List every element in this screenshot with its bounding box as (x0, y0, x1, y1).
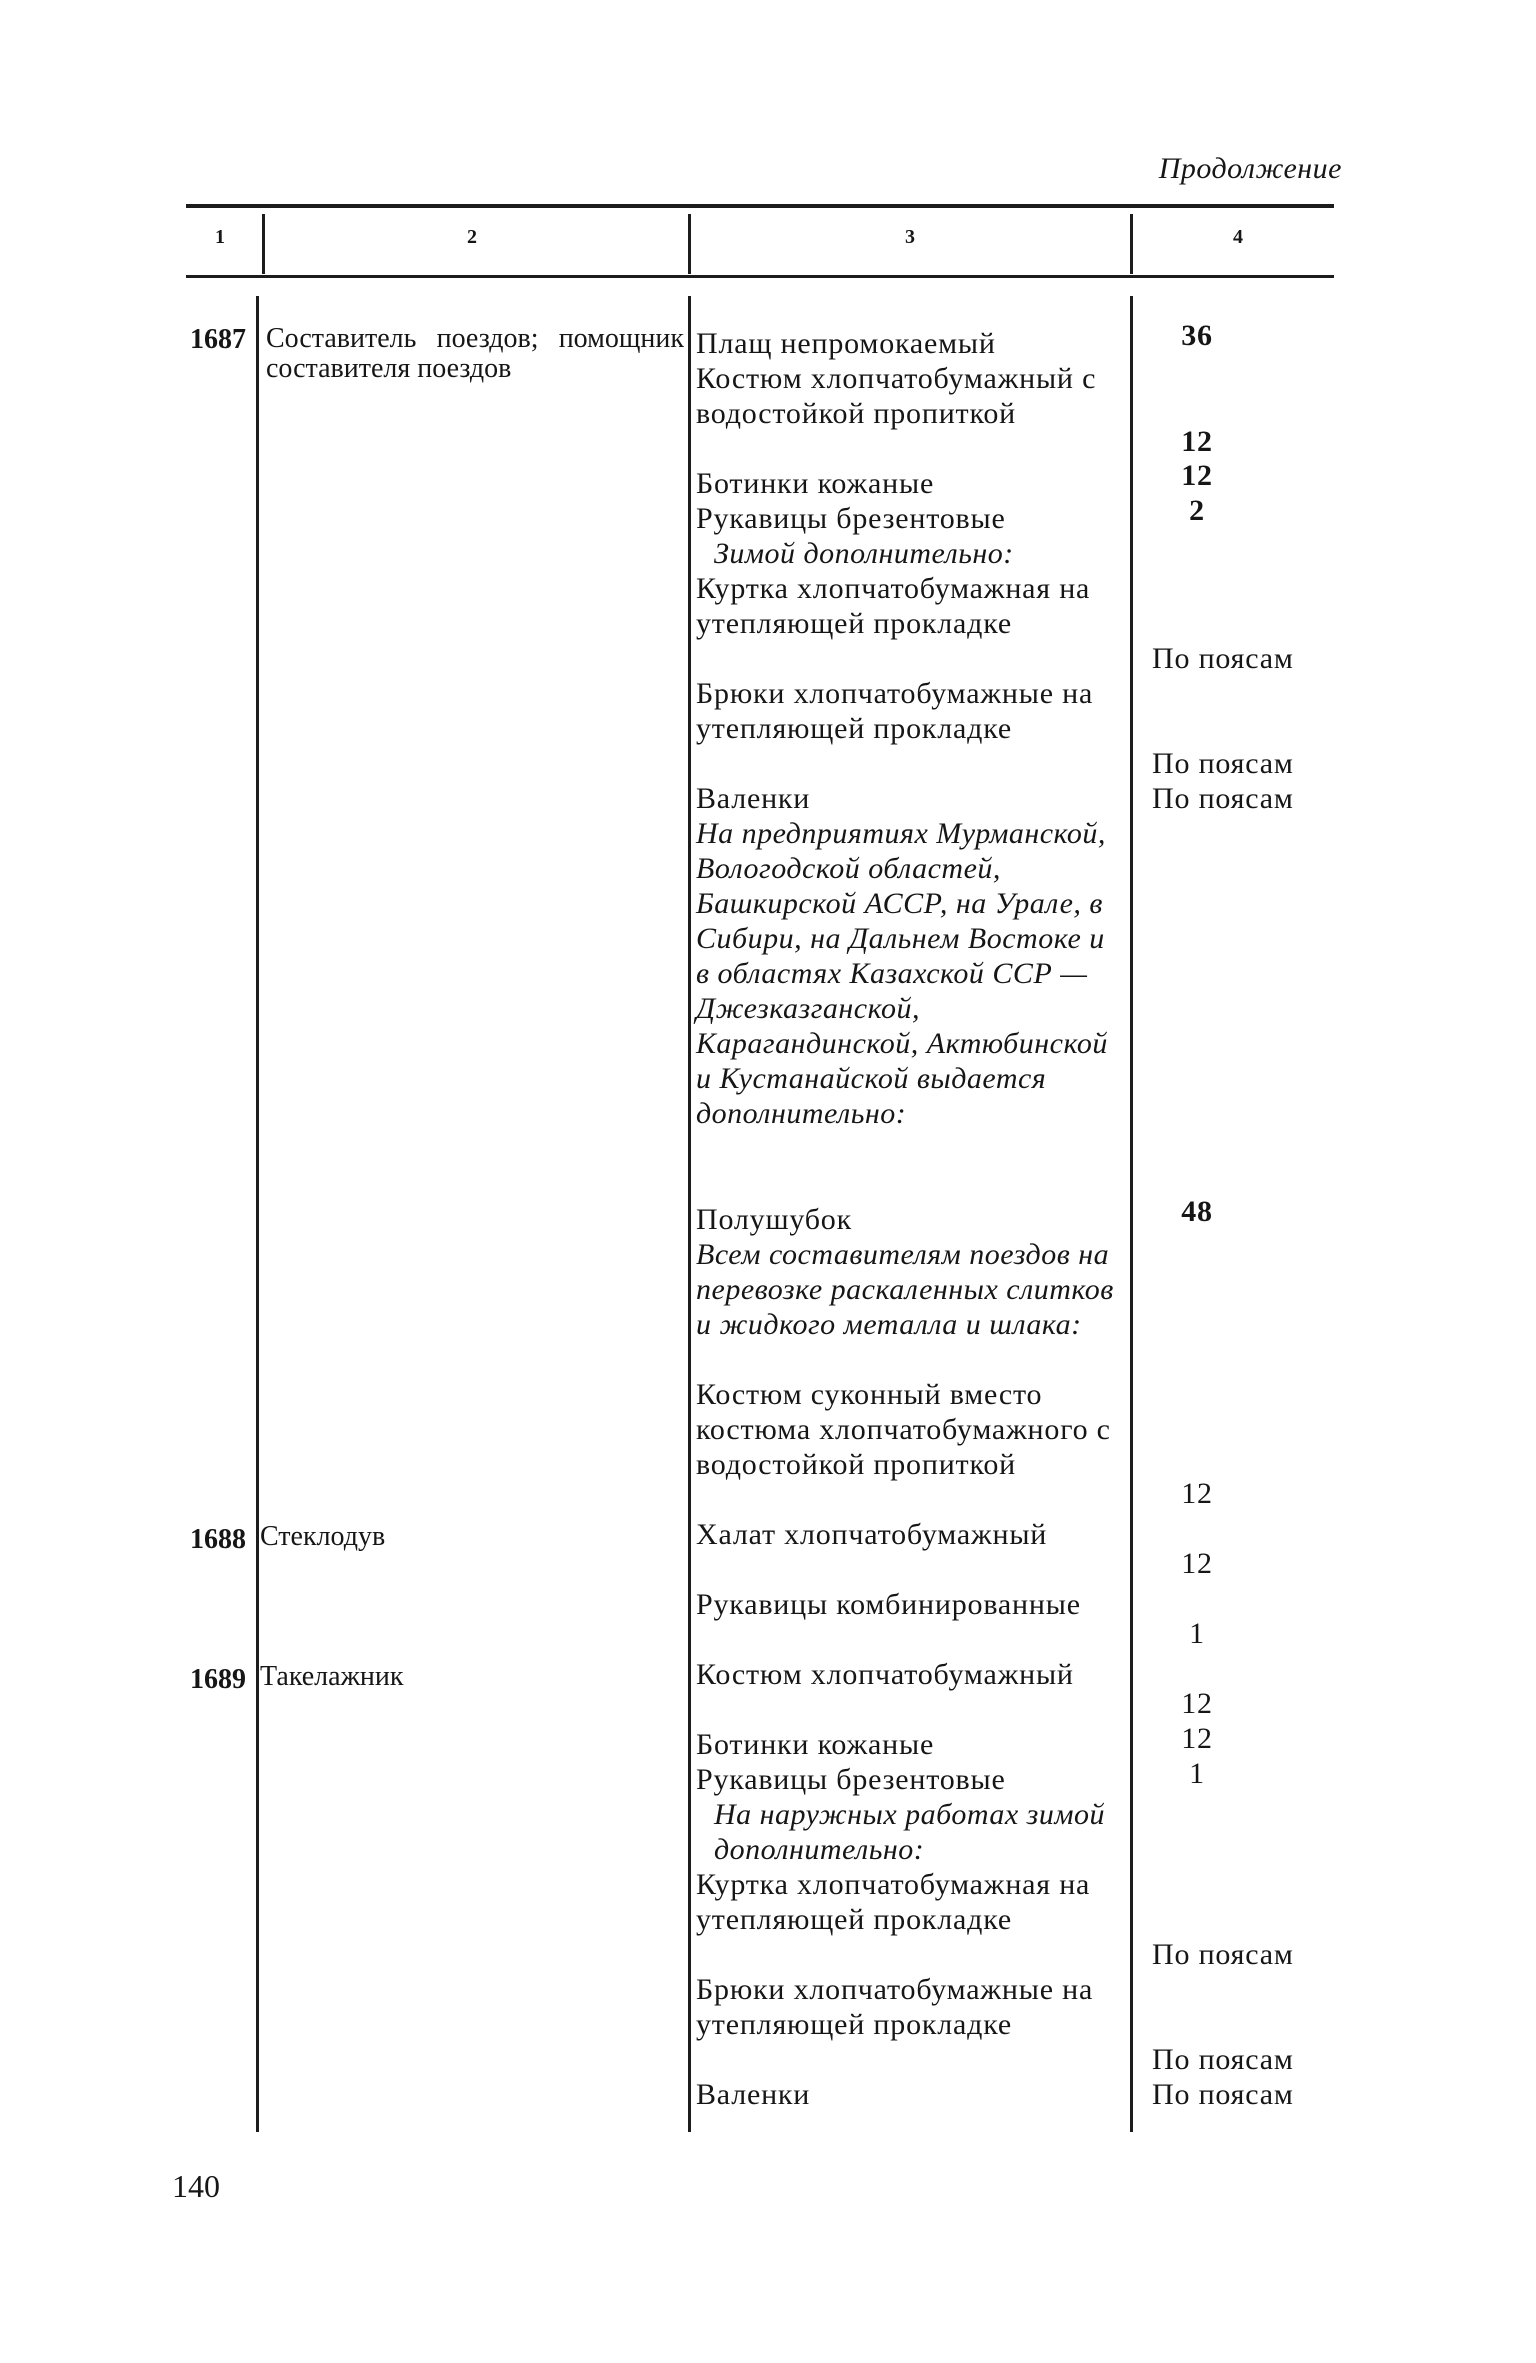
header-divider-1 (262, 214, 265, 274)
wear-term: По поясам (1152, 2043, 1294, 2076)
header-divider-2 (688, 214, 691, 274)
item-name: Полушубок (696, 1203, 852, 1236)
column-header-3: 3 (905, 226, 915, 248)
item-name: Рукавицы комбинированные (696, 1588, 1081, 1621)
wear-term: 12 (1181, 1477, 1213, 1510)
item-note: Всем составителям поездов на перевозке раскаленных слитков и жидкого металла и шлака: (696, 1238, 1114, 1341)
row-number: 1689 (190, 1664, 246, 1695)
wear-term: 48 (1181, 1195, 1213, 1228)
wear-term: 12 (1181, 1687, 1213, 1720)
wear-term: По поясам (1152, 642, 1294, 675)
column-divider-3 (1130, 296, 1133, 2132)
item-name: Куртка хлопчатобумажная на утепляющей прокладке (696, 572, 1091, 640)
row-number: 1688 (190, 1524, 246, 1555)
column-header-2: 2 (467, 226, 477, 248)
item-note: Зимой дополнительно: (714, 537, 1014, 570)
item-name: Валенки (696, 2078, 811, 2111)
item-name: Рукавицы брезентовые (696, 502, 1006, 535)
continuation-label: Продолжение (1158, 152, 1342, 185)
item-name: Ботинки кожаные (696, 467, 935, 500)
wear-term: 12 (1181, 1722, 1213, 1755)
item-name: Брюки хлопчатобумажные на утепляющей прокладке (696, 1973, 1094, 2041)
item-name: Плащ непромокаемый (696, 327, 996, 360)
profession-name: Такелажник (260, 1661, 404, 1692)
wear-term: 2 (1189, 494, 1205, 527)
item-note: На предприятиях Мурманской, Вологодской областей, Башкирской АССР, на Урале, в Сибири, на Дальнем Востоке и в областях Казахской ССР — Джезказганской, Карагандинской, Актюбинской и Кустанайской выдается дополнительно: (696, 817, 1108, 1130)
item-name: Ботинки кожаные (696, 1728, 935, 1761)
wear-term: 12 (1181, 1547, 1213, 1580)
item-name: Валенки (696, 782, 811, 815)
wear-term: По поясам (1152, 1938, 1294, 1971)
wear-term: 1 (1189, 1617, 1205, 1650)
column-header-1: 1 (215, 226, 225, 248)
item-name: Костюм суконный вместо костюма хлопчатобумажного с водостойкой пропиткой (696, 1378, 1111, 1481)
wear-term: 12 (1181, 459, 1213, 492)
table-header-rule (186, 275, 1334, 278)
column-header-4: 4 (1233, 226, 1243, 248)
wear-term: По поясам (1152, 747, 1294, 780)
page-number: 140 (172, 2168, 220, 2204)
item-note: На наружных работах зимой дополнительно: (714, 1798, 1106, 1866)
item-name: Костюм хлопчатобумажный (696, 1658, 1074, 1691)
table-top-rule (186, 204, 1334, 208)
item-name: Рукавицы брезентовые (696, 1763, 1006, 1796)
item-name: Брюки хлопчатобумажные на утепляющей прокладке (696, 677, 1094, 745)
item-name: Костюм хлопчатобумажный с водостойкой пропиткой (696, 362, 1097, 430)
wear-term: 36 (1181, 319, 1213, 352)
header-divider-3 (1130, 214, 1133, 274)
column-divider-1 (256, 296, 259, 2132)
item-name: Халат хлопчатобумажный (696, 1518, 1048, 1551)
wear-term: По поясам (1152, 2078, 1294, 2111)
item-name: Куртка хлопчатобумажная на утепляющей прокладке (696, 1868, 1091, 1936)
wear-term: 12 (1181, 425, 1213, 458)
wear-term: 1 (1189, 1757, 1205, 1790)
profession-name: Стеклодув (260, 1521, 386, 1552)
row-number: 1687 (190, 324, 246, 355)
wear-term: По поясам (1152, 782, 1294, 815)
column-divider-2 (688, 296, 691, 2132)
profession-name: Составитель поездов; помощник составителя поездов (266, 323, 684, 384)
